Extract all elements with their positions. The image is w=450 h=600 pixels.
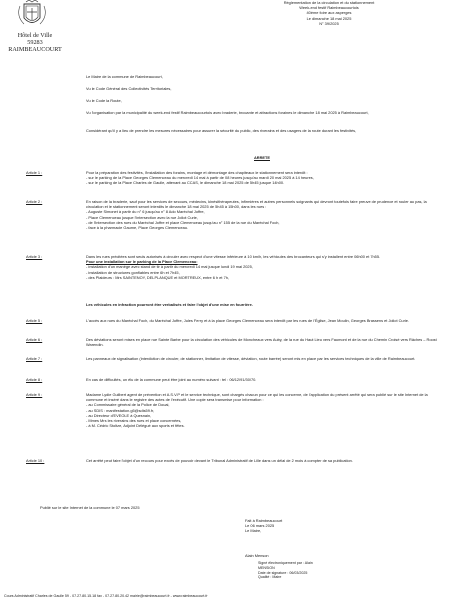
le-maire: Le Maire, [245, 528, 262, 534]
city-postcode: 59283 RAIMBEAUCOURT [8, 39, 62, 54]
article-8-line: En cas de difficultés, un élu de la commune peut être joint au numéro suivant : tel : 06/12/91/30/70. [86, 377, 257, 382]
arrete-heading: ARRETE [254, 155, 270, 160]
article-6-body [86, 337, 438, 347]
intro-vu-organisation: Vu l'organisation par la municipalité du week-end festif Raimbeaucourtois avec braderie, brocante et attractions foraines le dimanche 18 mai 2025 à Raimbeaucourt, [86, 110, 369, 115]
article-6-line: Des déviations seront mises en place rue Sainte Barbe pour la circulation des véhicules de Moncheaux vers Auby, de la rue du Haut Lieu vers Faumont et de la rue du Chemin Croisé vers Râches – Roost Warendin. [86, 337, 437, 348]
article-1-body [86, 170, 438, 186]
signature-line: Date de signature : 06/03/2025 [258, 570, 308, 575]
article-10-body [86, 458, 438, 463]
article-3-body [86, 254, 438, 280]
article-2-line: - face à la pharmacie Gaume, Place Georges Clemenceau. [86, 225, 189, 231]
doc-title-line-4: Le dimanche 18 mai 2025 [306, 15, 352, 21]
article-9-line: - au SDIS : manifestation.g5@sdis59.fr, [86, 407, 155, 413]
article-2-line: - Place Clemenceau jusque l'intersection avec la rue Joliot Curie, [86, 214, 198, 220]
article-2-body [86, 199, 438, 230]
footer-address: Cours Administratif Charles de Gaulle 59 - 07.27.80.15.18 fax - 07.27.80.20.42 mairie@raimbeaucourt.fr - www.raimbeaucourt.fr [4, 594, 208, 598]
document-title-block [234, 0, 424, 26]
article-1-line: - sur le parking de la Place Charles de Gaulle, attenant au CCAS, le dimanche 18 mai 2025 de 5h45 jusque 14h00. [86, 180, 285, 186]
fait-a: Fait à Raimbeaucourt [245, 518, 283, 523]
signature-line: Qualité : Maire [258, 575, 282, 580]
article-3-line: - des Plaideurs : Mrs SAINTENOY, DELPLANQUE et MORTREUX, entre 6 h et 7h, [86, 274, 229, 280]
signature-line: MENSION [258, 565, 275, 570]
signature-place-block [245, 518, 425, 534]
doc-title-line-1: Réglementation de la circulation et du stationnement [283, 0, 375, 5]
intro-maire: Le Maire de la commune de Raimbeaucourt, [86, 74, 163, 79]
article-7-line: Les panneaux de signalisation (interdiction de circuler, de stationner, limitation de vitesse, déviation, route barrée) seront mis en place par les services techniques de la ville de Raimbeaucourt. [86, 356, 416, 361]
doc-number: N° 39/2025 [319, 20, 339, 26]
city-header [2, 32, 68, 54]
article-8-body [86, 377, 438, 382]
article-4-body [86, 302, 438, 307]
article-10-label: Article 10 : [26, 458, 45, 463]
city-name: Hôtel de Ville [17, 32, 53, 39]
article-2-line: - de l'intersection des rues du Maréchal Joffre et place Clemenceau jusqu'au n° 155 de la rue du Maréchal Foch, [86, 219, 280, 225]
article-3-line: - installation de structures gonflables entre 6h et 7h45, [86, 269, 180, 275]
article-9-line: - Mmes Mrs les riverains des rues et place concernées, [86, 418, 182, 424]
article-3-line: Dans les rues précitées sont seuls autorisés à circuler avec respect d'une vitesse inférieure à 10 km/h, les véhicules des brocanteurs qui s'y installent entre 06h00 et 7h55. [86, 254, 381, 259]
article-4-line: Les véhicules en infraction pourront être verbalisés et faire l'objet d'une mise en fourrière. [86, 302, 253, 307]
article-5-body [86, 318, 438, 323]
article-1-line: - sur le parking de la Place Georges Clemenceau du mercredi 14 mai à partir de 08 heures jusqu'au mardi 20 mai 2025 à 14 heures, [86, 175, 314, 181]
intro-considerant: Considérant qu'il y a lieu de prendre les mesures nécessaires pour assurer la sécurité du public, des riverains et des usagers de la route durant les festivités, [86, 128, 357, 133]
article-9-line: - au Commissaire général de la Police de Douai, [86, 402, 170, 408]
article-9-line: Madame Lydie Guilbert agent de prévention et A.S.V.P et le service technique, sont chargés chacun pour ce qui les concerne, de l'application du présent arrêté qui sera publié sur le site Internet de la commune et inséré dans le registre des actes de l'exécutif. Une copie sera transmise pour information : [86, 392, 428, 403]
article-9-line: - à M. Cédric Stoltze, Adjoint Délégué aux sports et fêtes. [86, 423, 185, 429]
town-crest-logo [6, 0, 58, 32]
signature-date: Le 06 mars 2025 [245, 523, 275, 529]
article-7-label: Article 7 : [26, 356, 43, 361]
doc-title-line-3: 40ème foire aux asperges [306, 10, 352, 16]
article-9-label: Article 9 : [26, 392, 43, 397]
article-1-line: Pour la préparation des festivités, l'installation des forains, montage et démontage des chapiteaux le stationnement sera interdit : [86, 170, 308, 175]
signer-name: Alain Menson [245, 553, 269, 558]
article-1-label: Article 1 : [26, 170, 43, 175]
electronic-signature-block [258, 561, 418, 580]
article-3-label: Article 3 : [26, 254, 43, 259]
article-7-body [86, 356, 438, 361]
article-2-line: En raison de la braderie, sauf pour les services de secours, médecins, kinésithérapeutes, infirmières et autres personnels soignants qui devront toutefois faire preuve de prudence et rouler au pas, la circulation et le stationnement seront interdits le dimanche 18 mai 2025 de 5h45 à 15h00, dans les rues : [86, 199, 427, 210]
article-3-line: - installation d'un manège avec stand de tir à partir du mercredi 14 mai jusque lundi 19 mai 2025, [86, 264, 253, 270]
publication-note: Publié sur le site Internet de la commune le 07 mars 2025 [40, 505, 140, 510]
article-5-label: Article 5 : [26, 318, 43, 323]
article-9-body [86, 392, 438, 428]
article-10-line: Cet arrêté peut faire l'objet d'un recours pour excès de pouvoir devant le Tribunal Administratif de Lille dans un délai de 2 mois à compter de sa publication. [86, 458, 353, 463]
article-8-label: Article 8 : [26, 377, 43, 382]
article-9-line: - au Directeur d'EVEOLE à Quesnain, [86, 412, 152, 418]
intro-vu-code-route: Vu le Code la Route, [86, 98, 122, 103]
article-5-line: L'accès aux rues du Maréchal Foch, du Maréchal Joffre, Jules Ferry et à la place Georges Clemenceau sera interdit par les rues de l'Église, Jean Moulin, Georges Brassens et Joliot Curie. [86, 318, 409, 323]
article-6-label: Article 6 : [26, 337, 43, 342]
doc-title-line-2: Week-end festif Raimbeaucourtois [299, 5, 359, 11]
article-2-label: Article 2 : [26, 199, 43, 204]
article-3-line bold under: Pour une installation sur le parking de la Place Clemenceau: [86, 259, 198, 265]
article-2-line: - Auguste Simonet à partir du n° 6 jusqu'au n° 8 Ado Maréchal Joffre, [86, 209, 205, 215]
signature-line: Signé électroniquement par : Alain [258, 561, 313, 565]
intro-vu-cgct: Vu le Code Général des Collectivités Territoriales, [86, 86, 172, 91]
